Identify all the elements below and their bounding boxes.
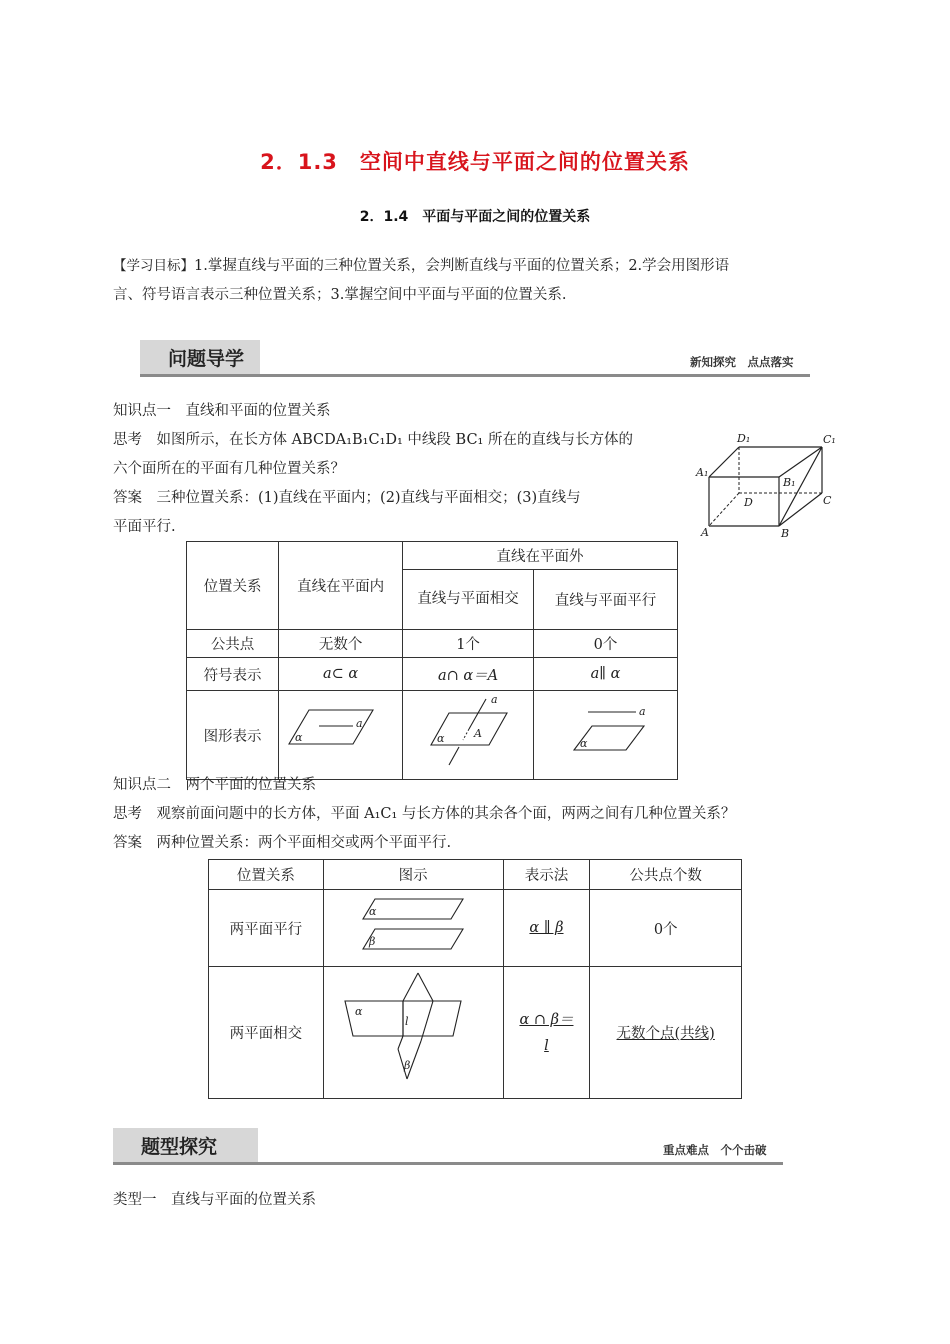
cube-label-B: B xyxy=(781,527,790,540)
t2-r2-common: 无数个点(共线) xyxy=(590,967,742,1099)
t2-header-figure: 图示 xyxy=(323,860,503,890)
svg-text:l: l xyxy=(405,1014,409,1028)
t2-r2-name: 两平面相交 xyxy=(209,967,324,1099)
cube-label-D: D xyxy=(744,496,753,509)
kp2-answer: 答案 两种位置关系：两个平面相交或两个平面平行. xyxy=(113,835,452,851)
banner-title: 题型探究 xyxy=(141,1136,218,1158)
line-parallel-plane-diagram xyxy=(536,698,676,768)
intersecting-planes-diagram xyxy=(343,971,483,1091)
learning-objectives xyxy=(113,252,843,310)
t1-figure-in-plane xyxy=(279,691,403,780)
svg-text:α: α xyxy=(437,732,445,745)
t2-header-notation: 表示法 xyxy=(503,860,590,890)
cube-label-D1: D₁ xyxy=(737,432,751,445)
banner-title: 问题导学 xyxy=(168,348,245,370)
t1-header-relation: 位置关系 xyxy=(187,542,279,630)
t2-header-common: 公共点个数 xyxy=(590,860,742,890)
t1-common-intersect: 1个 xyxy=(403,630,534,658)
t2-r2-notation: α ∩ β＝ l xyxy=(503,967,590,1099)
svg-text:α: α xyxy=(294,731,303,744)
t1-figure-parallel xyxy=(534,691,678,780)
banner-tagline: 新知探究 点点落实 xyxy=(690,355,794,369)
kp1-heading: 知识点一 直线和平面的位置关系 xyxy=(113,403,331,419)
plane-plane-relation-table xyxy=(208,859,742,1099)
line-intersect-plane-diagram xyxy=(403,691,533,775)
t1-symbol-parallel: a∥ α xyxy=(534,658,678,691)
t2-header-relation: 位置关系 xyxy=(209,860,324,890)
page-subtitle: 2．1.4 平面与平面之间的位置关系 xyxy=(359,209,591,225)
t1-row-common: 公共点 xyxy=(187,630,279,658)
kp2-heading: 知识点二 两个平面的位置关系 xyxy=(113,777,316,793)
t1-header-in-plane: 直线在平面内 xyxy=(279,542,403,630)
t1-row-figure: 图形表示 xyxy=(187,691,279,780)
section-banner-problem-guide xyxy=(140,340,810,376)
svg-text:α: α xyxy=(369,905,377,918)
t1-header-intersect: 直线与平面相交 xyxy=(403,570,534,630)
t2-r1-common: 0个 xyxy=(590,890,742,967)
page-title: 2．1.3 空间中直线与平面之间的位置关系 xyxy=(260,150,690,174)
line-in-plane-diagram xyxy=(281,698,401,768)
t1-header-outside: 直线在平面外 xyxy=(403,542,678,570)
line-plane-relation-table xyxy=(186,541,678,780)
cube-label-B1: B₁ xyxy=(783,476,796,489)
svg-text:a: a xyxy=(638,705,646,718)
cube-label-A1: A₁ xyxy=(696,466,709,479)
kp1-answer-line-1: 答案 三种位置关系：(1)直线在平面内；(2)直线与平面相交；(3)直线与 xyxy=(113,490,581,506)
t1-symbol-intersect: a∩ α＝A xyxy=(403,658,534,691)
t2-r2-figure xyxy=(323,967,503,1099)
banner-tagline: 重点难点 个个击破 xyxy=(663,1143,767,1157)
svg-text:a: a xyxy=(355,717,363,730)
cuboid-figure xyxy=(695,430,845,545)
t1-symbol-in: a⊂ α xyxy=(279,658,403,691)
kp1-think-line-2: 六个面所在的平面有几种位置关系？ xyxy=(113,461,345,477)
knowledge-point-2 xyxy=(113,771,833,858)
svg-text:β: β xyxy=(404,1058,411,1072)
section-banner-question-types xyxy=(113,1128,783,1164)
kp1-answer-line-2: 平面平行. xyxy=(113,519,176,535)
t2-r1-figure xyxy=(323,890,503,967)
t1-common-parallel: 0个 xyxy=(534,630,678,658)
svg-text:A: A xyxy=(474,727,483,740)
kp1-think-line-1: 思考 如图所示，在长方体 ABCDA₁B₁C₁D₁ 中线段 BC₁ 所在的直线与长方体的 xyxy=(113,432,633,448)
svg-text:β: β xyxy=(369,935,376,948)
t2-r1-notation: α ∥ β xyxy=(503,890,590,967)
cube-label-C: C xyxy=(823,494,832,507)
t1-common-in: 无数个 xyxy=(279,630,403,658)
banner-underline xyxy=(140,374,810,377)
kp2-think: 思考 观察前面问题中的长方体，平面 A₁C₁ 与长方体的其余各个面，两两之间有几种位置关系？ xyxy=(113,806,736,822)
parallel-planes-diagram xyxy=(353,891,473,961)
objectives-label: 【学习目标】 xyxy=(113,258,194,274)
objectives-line-2: 言、符号语言表示三种位置关系；3.掌握空间中平面与平面的位置关系. xyxy=(113,287,567,303)
type-1-heading: 类型一 直线与平面的位置关系 xyxy=(113,1192,316,1208)
t1-header-parallel: 直线与平面平行 xyxy=(534,570,678,630)
t1-row-symbol: 符号表示 xyxy=(187,658,279,691)
t2-r1-name: 两平面平行 xyxy=(209,890,324,967)
svg-text:α: α xyxy=(355,1004,363,1018)
t1-figure-intersect xyxy=(403,691,534,780)
cube-label-A: A xyxy=(701,526,709,539)
svg-text:a: a xyxy=(491,693,498,706)
svg-text:α: α xyxy=(579,737,587,750)
cube-label-C1: C₁ xyxy=(823,433,836,446)
objectives-line-1: 【学习目标】1.掌握直线与平面的三种位置关系，会判断直线与平面的位置关系；2.学会用图形语 xyxy=(113,258,730,274)
knowledge-point-1 xyxy=(113,397,693,542)
banner-underline xyxy=(113,1162,783,1165)
